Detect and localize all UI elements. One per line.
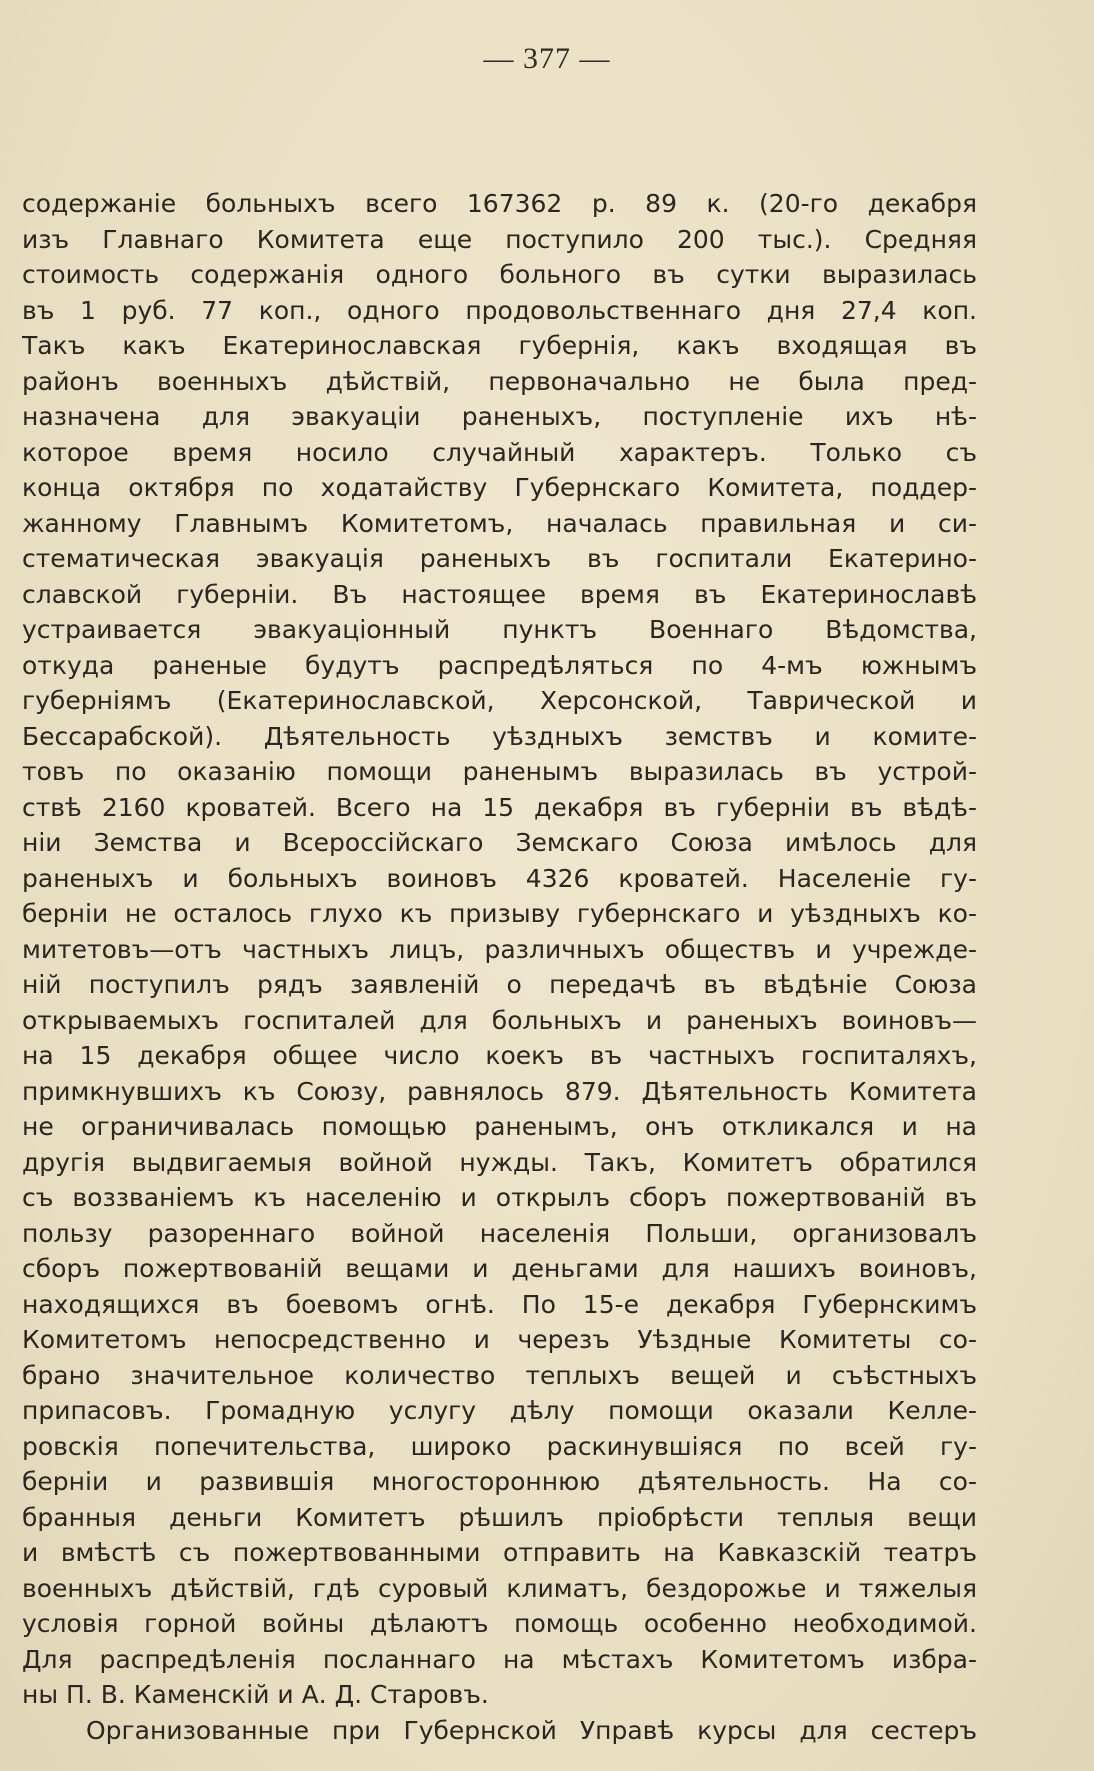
paragraph-start-line: Организованные при Губернской Управѣ курсы для сестеръ	[86, 1715, 977, 1745]
text-line: стематическая эвакуація раненыхъ въ госпитали Екатерино-	[22, 544, 977, 573]
text-line: раненыхъ и больныхъ воиновъ 4326 кроватей. Населеніе гу-	[22, 863, 977, 893]
text-line: на 15 декабря общее число коекъ въ частныхъ госпиталяхъ,	[22, 1041, 977, 1070]
text-line: военныхъ дѣйствій, гдѣ суровый климатъ, бездорожье и тяжелыя	[22, 1573, 977, 1603]
text-line: не ограничивалась помощью раненымъ, онъ откликался и на	[22, 1112, 977, 1141]
text-line: Комитетомъ непосредственно и черезъ Уѣздные Комитеты со-	[22, 1325, 977, 1354]
text-line: открываемыхъ госпиталей для больныхъ и раненыхъ воиновъ—	[22, 1005, 977, 1035]
text-line: откуда раненые будутъ распредѣляться по 4-мъ южнымъ	[22, 650, 977, 680]
text-line: изъ Главнаго Комитета еще поступило 200 тыс.). Средняя	[22, 224, 977, 254]
text-line: берніи и развившія многостороннюю дѣятельность. На со-	[22, 1467, 977, 1496]
text-line: Такъ какъ Екатеринославская губернія, какъ входящая въ	[22, 331, 977, 360]
text-line: ніи Земства и Всероссійскаго Земскаго Союза имѣлось для	[22, 828, 977, 857]
text-line: другія выдвигаемыя войной нужды. Такъ, Комитетъ обратился	[22, 1147, 977, 1177]
text-line: бранныя деньги Комитетъ рѣшилъ пріобрѣсти теплыя вещи	[22, 1502, 977, 1532]
text-line: въ 1 руб. 77 коп., одного продовольственнаго дня 27,4 коп.	[22, 295, 977, 325]
paragraph-end-line: ны П. В. Каменскій и А. Д. Старовъ.	[22, 1680, 489, 1709]
text-line: которое время носило случайный характеръ. Только съ	[22, 437, 977, 467]
text-line: примкнувшихъ къ Союзу, равнялось 879. Дѣятельность Комитета	[22, 1076, 977, 1106]
text-line: районъ военныхъ дѣйствій, первоначально не была пред-	[22, 366, 977, 396]
text-line: славской губерніи. Въ настоящее время въ Екатеринославѣ	[22, 579, 977, 609]
text-line: товъ по оказанію помощи раненымъ выразилась въ устрой-	[22, 757, 977, 786]
text-line: конца октября по ходатайству Губернскаго Комитета, поддер-	[22, 473, 977, 502]
text-line: ній поступилъ рядъ заявленій о передачѣ въ вѣдѣніе Союза	[22, 970, 977, 999]
page-number: — 377 —	[483, 42, 611, 75]
text-line: припасовъ. Громадную услугу дѣлу помощи оказали Келле-	[22, 1396, 977, 1425]
text-line: условія горной войны дѣлаютъ помощь особенно необходимой.	[22, 1609, 977, 1638]
text-line: жанному Главнымъ Комитетомъ, началась правильная и си-	[22, 508, 977, 538]
text-line: сборъ пожертвованій вещами и деньгами для нашихъ воиновъ,	[22, 1254, 977, 1283]
text-line: устраивается эвакуаціонный пунктъ Военнаго Вѣдомства,	[22, 615, 977, 644]
text-line: пользу разореннаго войной населенія Польши, организовалъ	[22, 1218, 977, 1248]
text-line: митетовъ—отъ частныхъ лицъ, различныхъ обществъ и учрежде-	[22, 934, 977, 964]
text-line: ствѣ 2160 кроватей. Всего на 15 декабря въ губерніи въ вѣдѣ-	[22, 792, 977, 822]
text-line: стоимость содержанія одного больного въ сутки выразилась	[22, 260, 977, 289]
text-line: Бессарабской). Дѣятельность уѣздныхъ земствъ и комите-	[22, 721, 977, 751]
text-line: берніи не осталось глухо къ призыву губернскаго и уѣздныхъ ко-	[22, 899, 977, 928]
text-line: съ воззваніемъ къ населенію и открылъ сборъ пожертвованій въ	[22, 1183, 977, 1212]
text-line: находящихся въ боевомъ огнѣ. По 15-е декабря Губернскимъ	[22, 1289, 977, 1319]
text-line: брано значительное количество теплыхъ вещей и съѣстныхъ	[22, 1360, 977, 1390]
text-line: Для распредѣленія посланнаго на мѣстахъ Комитетомъ избра-	[22, 1644, 977, 1674]
text-line: и вмѣстѣ съ пожертвованными отправить на Кавказскій театръ	[22, 1538, 977, 1567]
text-line: губерніямъ (Екатеринославской, Херсонской, Таврической и	[22, 686, 977, 715]
body-text	[22, 186, 977, 1748]
text-line: содержаніе больныхъ всего 167362 р. 89 к. (20-го декабря	[22, 189, 977, 218]
text-line: назначена для эвакуаціи раненыхъ, поступленіе ихъ нѣ-	[22, 402, 977, 431]
text-line: ровскія попечительства, широко раскинувшіяся по всей гу-	[22, 1431, 977, 1461]
